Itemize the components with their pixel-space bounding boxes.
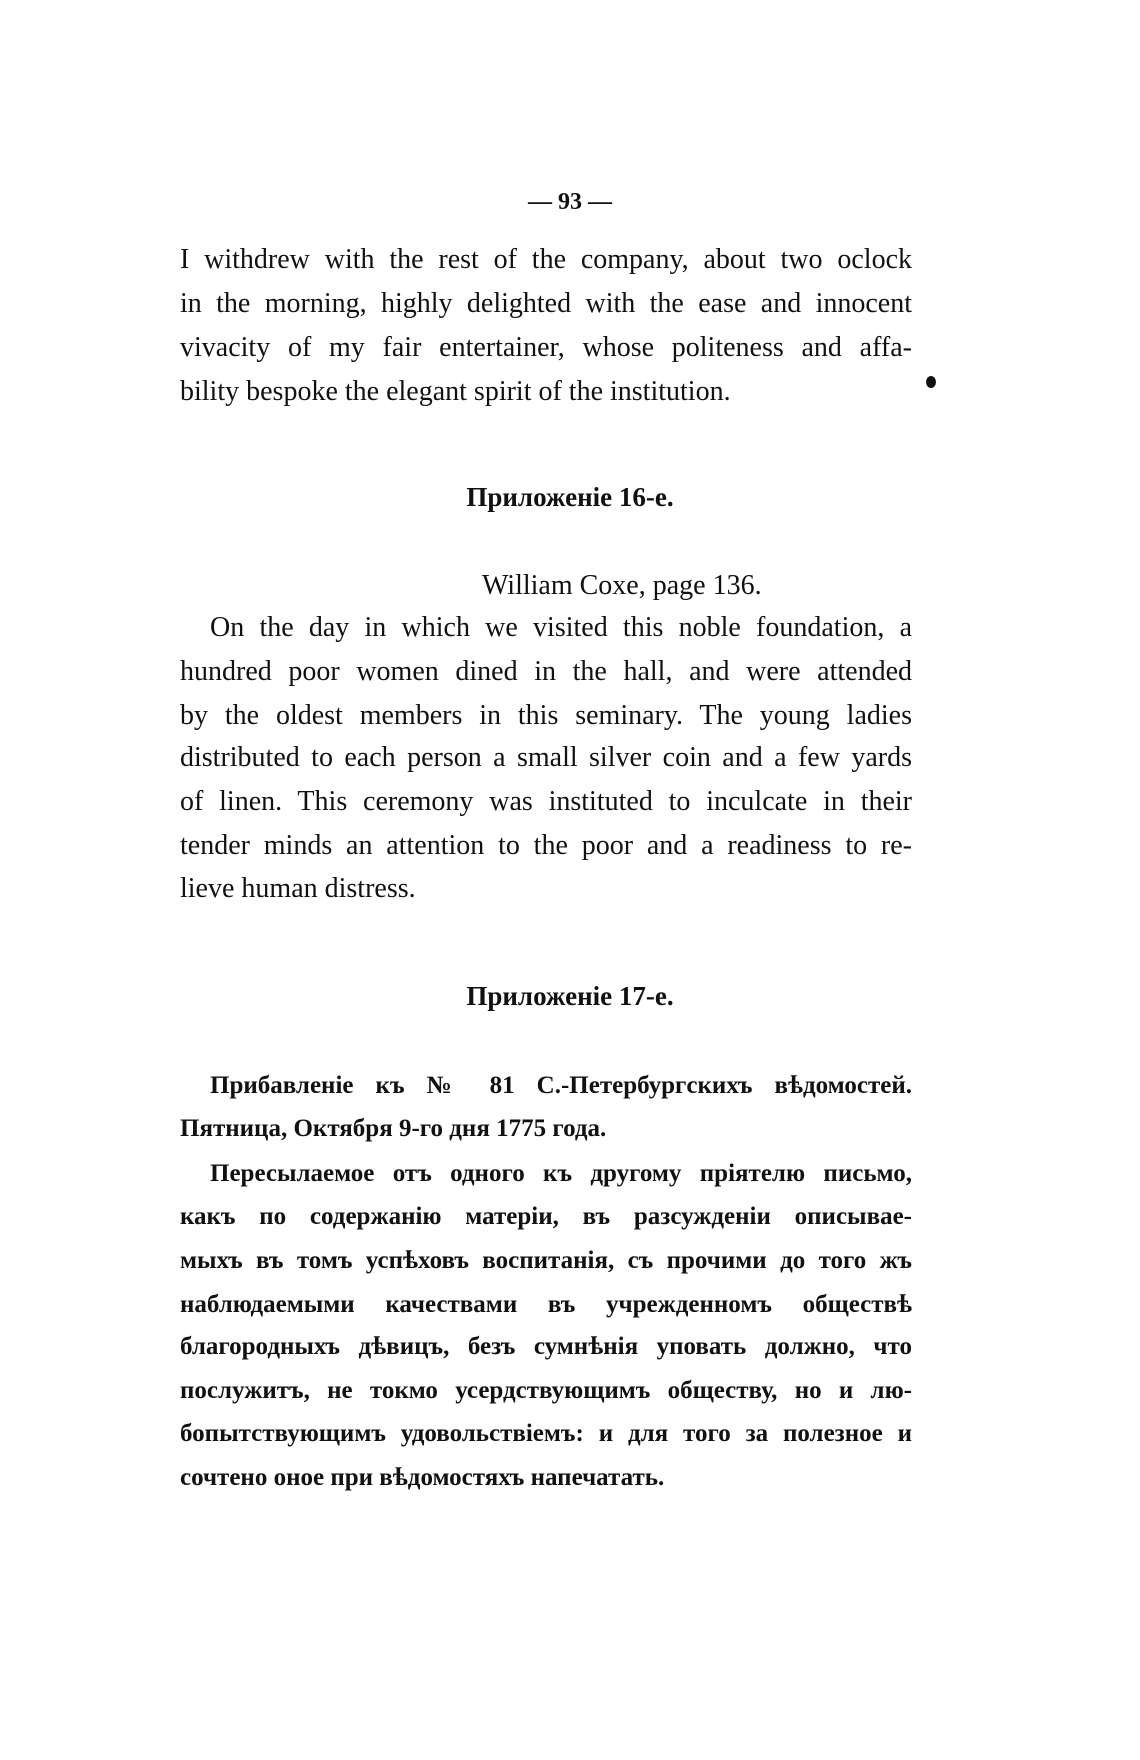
- text-line: сочтено оное при вѣдомостяхъ напечатать.: [180, 1464, 665, 1491]
- text-line: послужитъ, не токмо усердствующимъ обществу, но и лю-: [180, 1377, 912, 1404]
- text-line: I withdrew with the rest of the company, about two oclock: [180, 244, 912, 275]
- text-line: мыхъ въ томъ успѣховъ воспитанiя, съ прочими до того жъ: [180, 1247, 912, 1274]
- text-line: bility bespoke the elegant spirit of the institution.: [180, 376, 731, 407]
- text-line: vivacity of my fair entertainer, whose politeness and affa-: [180, 332, 912, 363]
- page-number: — 93 —: [528, 189, 612, 215]
- citation: William Coxe, page 136.: [482, 570, 762, 601]
- text-line: hundred poor women dined in the hall, and were attended: [180, 656, 912, 687]
- ink-spot: [926, 376, 936, 388]
- text-line: бопытствующимъ удовольствiемъ: и для того за полезное и: [180, 1420, 912, 1447]
- text-line: какъ по содержанiю матерiи, въ разсужденiи описывае-: [180, 1203, 912, 1230]
- text-line: наблюдаемыми качествами въ учрежденномъ обществѣ: [180, 1291, 912, 1318]
- text-line: Пятница, Октября 9-го дня 1775 года.: [180, 1115, 607, 1142]
- text-line: of linen. This ceremony was instituted to inculcate in their: [180, 786, 912, 817]
- text-line: distributed to each person a small silver coin and a few yards: [180, 742, 912, 773]
- text-line: by the oldest members in this seminary. The young ladies: [180, 700, 912, 731]
- appendix-16-heading: Приложенie 16-е.: [466, 482, 674, 512]
- text-line: Пересылаемое отъ одного къ другому прiятелю письмо,: [210, 1160, 912, 1187]
- appendix-17-heading: Приложенie 17-е.: [466, 981, 674, 1011]
- text-line: благородныхъ дѣвицъ, безъ сумнѣнiя уповать должно, что: [180, 1333, 912, 1360]
- text-line: On the day in which we visited this noble foundation, a: [210, 612, 912, 643]
- text-line: Прибавленie къ № 81 С.-Петербургскихъ вѣдомостей.: [210, 1072, 912, 1099]
- text-line: lieve human distress.: [180, 873, 416, 904]
- text-line: tender minds an attention to the poor and a readiness to re-: [180, 830, 912, 861]
- text-line: in the morning, highly delighted with the ease and innocent: [180, 288, 912, 319]
